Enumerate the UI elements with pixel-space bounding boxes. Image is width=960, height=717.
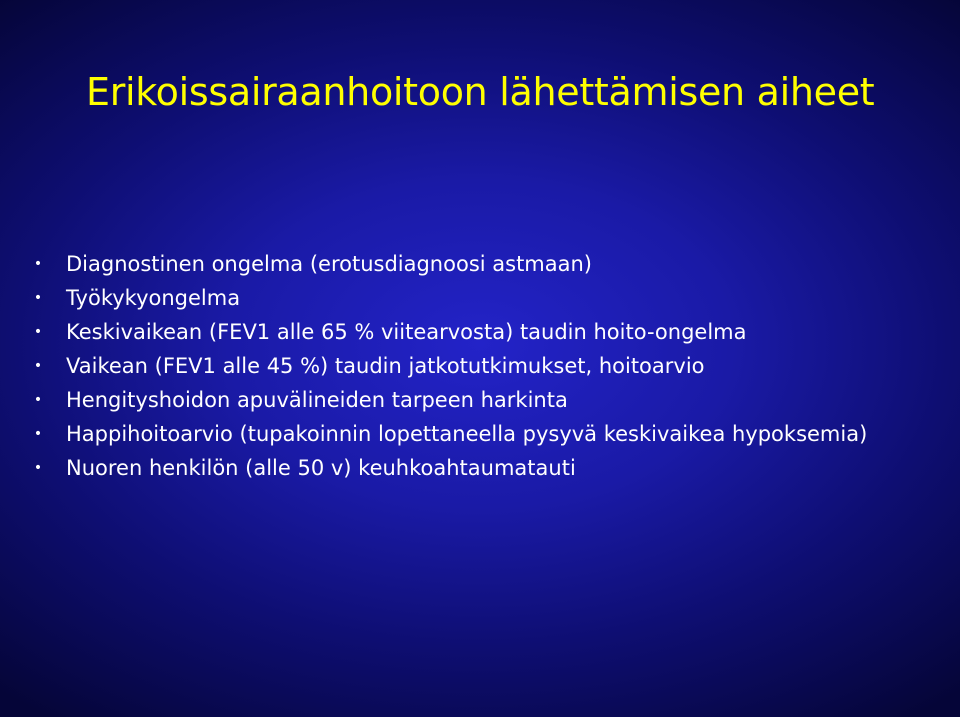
bullet-item (28, 352, 933, 380)
bullet-item (28, 318, 933, 346)
bullet-text: Keskivaikean (FEV1 alle 65 % viitearvosta) taudin hoito-ongelma (66, 320, 747, 344)
bullet-icon: • (33, 392, 43, 408)
bullet-text: Happihoitoarvio (tupakoinnin lopettaneella pysyvä keskivaikea hypoksemia) (66, 422, 868, 446)
bullet-text: Työkykyongelma (66, 286, 241, 310)
bullet-item (28, 250, 933, 278)
bullet-icon: • (33, 358, 43, 374)
bullet-item (28, 284, 933, 312)
bullet-item (28, 420, 933, 448)
bullet-icon: • (33, 256, 43, 272)
bullet-icon: • (33, 324, 43, 340)
bullet-item (28, 454, 933, 482)
bullet-item (28, 386, 933, 414)
bullet-icon: • (33, 290, 43, 306)
bullet-text: Nuoren henkilön (alle 50 v) keuhkoahtaumatauti (66, 456, 576, 480)
bullet-icon: • (33, 460, 43, 476)
bullet-text: Vaikean (FEV1 alle 45 %) taudin jatkotutkimukset, hoitoarvio (66, 354, 705, 378)
bullet-icon: • (33, 426, 43, 442)
bullet-list (28, 250, 933, 488)
bullet-text: Hengityshoidon apuvälineiden tarpeen harkinta (66, 388, 568, 412)
slide-title: Erikoissairaanhoitoon lähettämisen aiheet (86, 70, 875, 114)
bullet-text: Diagnostinen ongelma (erotusdiagnoosi astmaan) (66, 252, 593, 276)
